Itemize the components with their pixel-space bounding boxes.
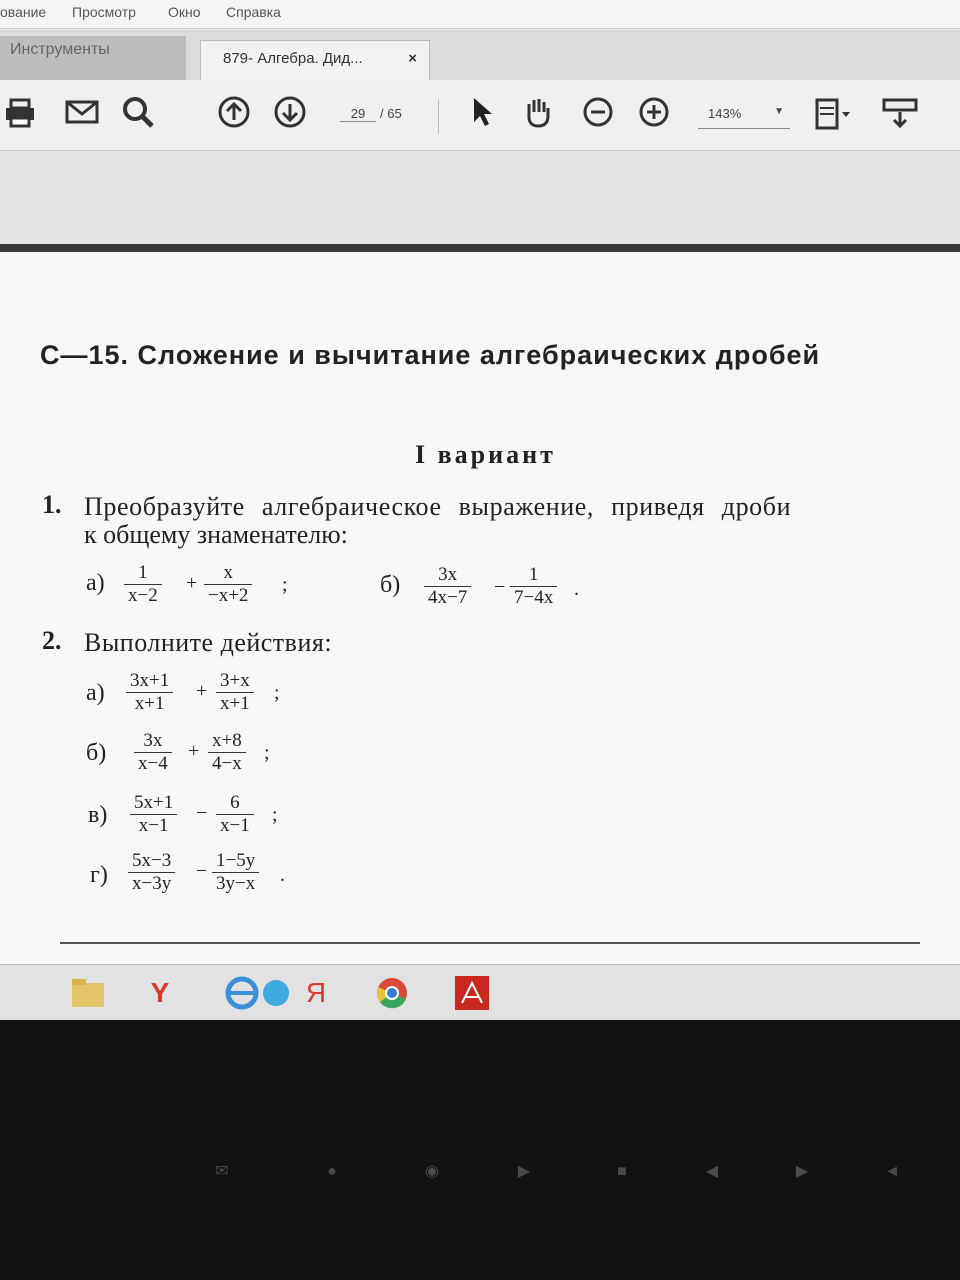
- task2g-label: г): [90, 862, 108, 888]
- chevron-down-icon[interactable]: ▼: [774, 106, 784, 117]
- numerator: 3x: [438, 564, 458, 585]
- zoom-select[interactable]: [698, 102, 790, 129]
- fraction: [134, 730, 172, 775]
- search-icon[interactable]: [120, 94, 160, 134]
- numerator: 5x−3: [132, 850, 172, 871]
- task2v-label: в): [88, 802, 108, 828]
- task2-number: 2.: [42, 626, 62, 655]
- denominator: 4x−7: [424, 586, 471, 609]
- numerator: 5x+1: [134, 792, 174, 813]
- chrome-icon[interactable]: [372, 973, 412, 1013]
- denominator: x−3y: [128, 872, 175, 895]
- acrobat-icon[interactable]: [452, 973, 492, 1013]
- fraction: [130, 792, 177, 837]
- task2-title: Выполните действия:: [84, 628, 333, 657]
- fraction: [128, 850, 175, 895]
- numerator: x+8: [212, 730, 242, 751]
- cursor-icon[interactable]: [464, 94, 504, 134]
- numerator: 1: [528, 564, 539, 585]
- task1-text-line2: к общему знаменателю:: [84, 520, 348, 549]
- task1-number: 1.: [42, 490, 62, 519]
- tab-tools[interactable]: [0, 36, 186, 80]
- operator: −: [494, 576, 506, 598]
- fraction: [126, 670, 173, 715]
- tab-tools-label: Инструменты: [10, 41, 110, 58]
- file-manager-icon[interactable]: [68, 973, 108, 1013]
- menu-item-view[interactable]: Просмотр: [72, 4, 136, 20]
- punctuation: .: [280, 864, 285, 886]
- taskbar: [0, 964, 960, 1020]
- denominator: x−2: [124, 584, 162, 607]
- denominator: 3y−x: [212, 872, 259, 895]
- punctuation: ;: [272, 804, 278, 826]
- print-icon[interactable]: [2, 94, 42, 134]
- denominator: x+1: [126, 692, 173, 715]
- fraction: [124, 562, 162, 607]
- denominator: 4−x: [208, 752, 246, 775]
- hand-icon[interactable]: [520, 94, 560, 134]
- toolbar: [0, 80, 960, 151]
- denominator: 7−4x: [510, 586, 557, 609]
- fraction: [212, 850, 259, 895]
- page-number-field[interactable]: [330, 102, 420, 128]
- menu-bar: [0, 0, 960, 29]
- yandex-browser-icon[interactable]: Я: [305, 977, 327, 1008]
- function-keys: [190, 1160, 930, 1190]
- numerator: 6: [230, 792, 240, 813]
- fraction: [208, 730, 246, 775]
- punctuation: ;: [274, 682, 280, 704]
- page-up-icon[interactable]: [216, 94, 256, 134]
- volume-icon: ◄: [884, 1163, 900, 1180]
- page-down-icon[interactable]: [272, 94, 312, 134]
- operator: +: [188, 740, 200, 762]
- viewer-background: [0, 151, 960, 244]
- fraction: [510, 564, 557, 609]
- numerator: 1−5y: [216, 850, 256, 871]
- operator: +: [186, 572, 198, 594]
- numerator: 3x: [143, 730, 163, 751]
- menu-item-edit[interactable]: ование: [0, 4, 47, 20]
- tab-document[interactable]: [200, 40, 430, 80]
- operator: +: [196, 680, 208, 702]
- laptop-bezel: [0, 1020, 960, 1280]
- play-pause-icon: ▶: [517, 1163, 531, 1180]
- numerator: 1: [138, 562, 148, 583]
- skype-icon[interactable]: [256, 973, 296, 1013]
- next-track-icon: ▶: [795, 1163, 809, 1180]
- yandex-y-icon[interactable]: Y: [150, 977, 170, 1008]
- fraction: [216, 670, 254, 715]
- denominator: −x+2: [204, 584, 252, 607]
- denominator: x−1: [130, 814, 177, 837]
- zoom-in-icon[interactable]: [636, 94, 676, 134]
- media-key-icon: ◉: [425, 1163, 439, 1180]
- browser-key-icon: ●: [327, 1163, 337, 1180]
- numerator: 3+x: [220, 670, 250, 691]
- punctuation: .: [574, 578, 579, 600]
- page-divider: [60, 942, 920, 944]
- operator: −: [196, 860, 208, 882]
- menu-item-help[interactable]: Справка: [226, 4, 281, 20]
- mail-key-icon: ✉: [215, 1163, 229, 1180]
- close-icon[interactable]: ×: [408, 50, 417, 67]
- document-page: [0, 252, 960, 964]
- task2a-label: а): [86, 680, 105, 706]
- tab-bar: [0, 30, 960, 80]
- fraction: [204, 562, 252, 607]
- zoom-out-icon[interactable]: [580, 94, 620, 134]
- task1a-label: а): [86, 570, 105, 596]
- page-top-edge: [0, 244, 960, 252]
- menu-item-window[interactable]: Окно: [168, 4, 201, 20]
- task1b-label: б): [380, 572, 401, 598]
- task2b-label: б): [86, 740, 107, 766]
- keyboard-icon[interactable]: [880, 94, 920, 134]
- operator: −: [196, 802, 208, 824]
- total-pages: / 65: [380, 106, 402, 121]
- task1-text-line1: Преобразуйте алгебраическое выражение, приведя дроби: [84, 492, 792, 521]
- mail-icon[interactable]: [64, 94, 104, 134]
- current-page[interactable]: 29: [340, 106, 376, 122]
- zoom-value: 143%: [708, 106, 742, 121]
- denominator: x−1: [216, 814, 254, 837]
- fraction: [424, 564, 471, 609]
- toolbar-separator: [438, 100, 439, 134]
- fraction: [216, 792, 254, 837]
- fit-icon[interactable]: [812, 94, 852, 134]
- previous-track-icon: ◀: [705, 1163, 719, 1180]
- variant-title: I вариант: [415, 440, 556, 469]
- denominator: x−4: [134, 752, 172, 775]
- page-title: С—15. Сложение и вычитание алгебраических дробей: [40, 340, 821, 370]
- numerator: 3x+1: [130, 670, 170, 691]
- tab-document-label: 879- Алгебра. Дид...: [223, 50, 363, 67]
- punctuation: ;: [282, 574, 288, 596]
- denominator: x+1: [216, 692, 254, 715]
- punctuation: ;: [264, 742, 270, 764]
- stop-icon: ■: [617, 1163, 627, 1180]
- numerator: x: [223, 562, 233, 583]
